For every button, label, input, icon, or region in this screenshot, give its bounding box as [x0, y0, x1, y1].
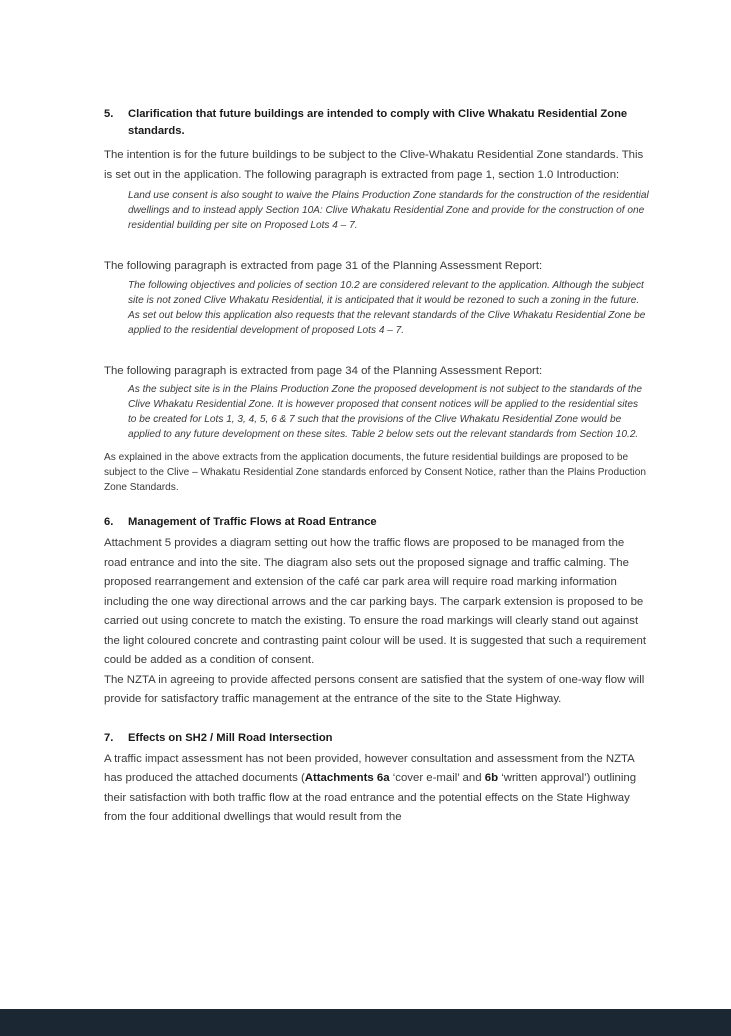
attachments-6a-label: Attachments 6a [304, 772, 390, 784]
section-6-number: 6. [104, 516, 114, 528]
section-7-paragraph [104, 750, 649, 828]
section-7-text-a: A traffic impact assessment has not been provided, however consultation and assessment from the NZTA has produced the attached documents ( [104, 752, 635, 784]
section-5-conclusion: As explained in the above extracts from the application documents, the future residential buildings are proposed to be subject to the Clive – Whakatu Residential Zone standards enforced by Consent Notice, rather than the Plains Production Zone Standards. [104, 452, 647, 493]
section-5-lead-3: The following paragraph is extracted from page 34 of the Planning Assessment Report: [104, 364, 543, 377]
section-6-title: Management of Traffic Flows at Road Entrance [128, 516, 377, 528]
section-7-text-c: ‘written approval’) outlining their satisfaction with both traffic flow at the road entrance and the potential effects on the State Highway from the four additional dwellings that would result from the [104, 772, 637, 823]
section-5-title: Clarification that future buildings are intended to comply with Clive Whakatu Residential Zone standards. [128, 108, 628, 137]
section-5-quote-1: Land use consent is also sought to waive the Plains Production Zone standards for the construction of the residential dwellings and to instead apply Section 10A: Clive Whakatu Residential Zone and provide for the construction of one residential building per site on Proposed Lots 4 – 7. [128, 190, 649, 231]
section-6-paragraph-2: The NZTA in agreeing to provide affected persons consent are satisfied that the system of one-way flow will provide for satisfactory traffic management at the entrance of the site to the State Highway. [104, 673, 645, 705]
section-6-paragraph-1: Attachment 5 provides a diagram setting out how the traffic flows are proposed to be managed from the road entrance and into the site. The diagram also sets out the proposed signage and traffic calming. The proposed rearrangement and extension of the café car park area will require road marking information including the one way directional arrows and the car parking bays. The carpark extension is proposed to be carried out using concrete to match the existing. To ensure the road markings will clearly stand out against the light coloured concrete and contrasting paint colour will be used. It is suggested that such a requirement could be added as a condition of consent. [104, 537, 647, 666]
section-5-quote-2: The following objectives and policies of section 10.2 are considered relevant to the application. Although the subject site is not zoned Clive Whakatu Residential, it is anticipated that it would be rezoned to such a zoning in the future. As set out below this application also requests that the relevant standards of the Clive Whakatu Residential Zone be applied to the residential development of proposed Lots 4 – 7. [128, 279, 646, 336]
section-6-heading [104, 514, 649, 531]
section-7-text-b: ‘cover e-mail’ and [389, 772, 485, 784]
footer-bar [0, 1009, 731, 1036]
section-7-heading [104, 730, 649, 747]
section-5-heading [104, 106, 649, 140]
section-5-number: 5. [104, 108, 114, 120]
section-7-number: 7. [104, 731, 114, 744]
section-5-intro: The intention is for the future buildings to be subject to the Clive-Whakatu Residential Zone standards. This is set out in the application. The following paragraph is extracted from page 1, section 1.0 Introduction: [104, 149, 644, 181]
section-5-lead-2: The following paragraph is extracted from page 31 of the Planning Assessment Report: [104, 260, 543, 272]
section-5-quote-3: As the subject site is in the Plains Production Zone the proposed development is not subject to the standards of the Clive Whakatu Residential Zone. It is however proposed that consent notices will be applied to the residential sites to be created for Lots 1, 3, 4, 5, 6 & 7 such that the provisions of the Clive Whakatu Residential Zone would be applied to any future development on these sites. Table 2 below sets out the relevant standards from Section 10.2. [128, 384, 642, 440]
attachment-6b-label: 6b [484, 772, 499, 784]
section-7-title: Effects on SH2 / Mill Road Intersection [128, 731, 333, 744]
document-page [104, 106, 649, 828]
